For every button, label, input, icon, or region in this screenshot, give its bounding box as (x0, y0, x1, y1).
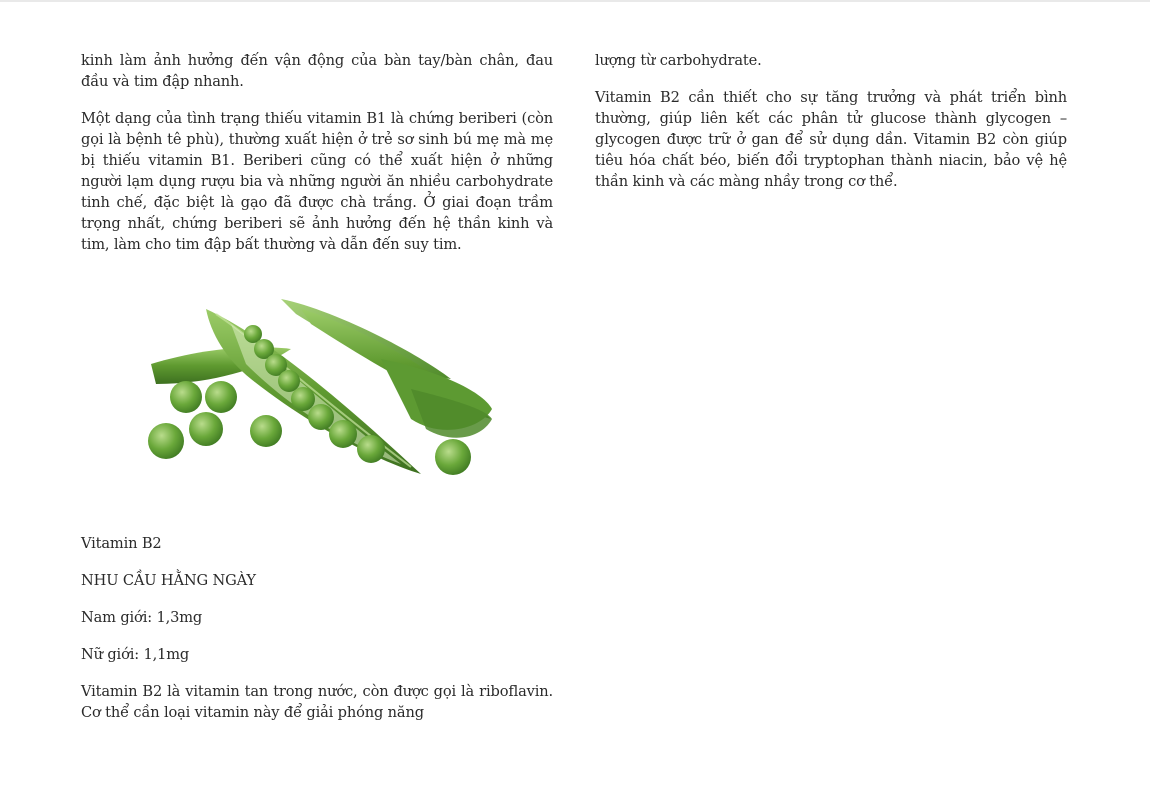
pea-pod-open (206, 309, 421, 474)
peas-image (81, 269, 553, 505)
paragraph-carbohydrate-continuation: lượng từ carbohydrate. (595, 52, 762, 69)
paragraph-riboflavin: Vitamin B2 là vitamin tan trong nước, còn được gọi là riboflavin. Cơ thể cần loại vitamin này để giải phóng năng (81, 683, 553, 721)
female-requirement: Nữ giới: 1,1mg (81, 646, 190, 663)
vitamin-b2-heading: Vitamin B2 (81, 535, 162, 552)
daily-needs-subheading: NHU CẦU HẰNG NGÀY (81, 572, 256, 589)
paragraph-continuation: kinh làm ảnh hưởng đến vận động của bàn tay/bàn chân, đau đầu và tim đập nhanh. (81, 52, 553, 90)
paragraph-b2-functions: Vitamin B2 cần thiết cho sự tăng trưởng và phát triển bình thường, giúp liên kết các phân tử glucose thành glycogen – glycogen được trữ ở gan để sử dụng dần. Vitamin B2 còn giúp tiêu hóa chất béo, biến đổi tryptophan thành niacin, bảo vệ hệ thần kinh và các màng nhầy trong cơ thể. (595, 89, 1067, 190)
male-requirement: Nam giới: 1,3mg (81, 609, 203, 626)
paragraph-beriberi: Một dạng của tình trạng thiếu vitamin B1 là chứng beriberi (còn gọi là bệnh tê phù), thường xuất hiện ở trẻ sơ sinh bú mẹ mà mẹ bị thiếu vitamin B1. Beriberi cũng có thể xuất hiện ở những người lạm dụng rượu bia và những người ăn nhiều carbohydrate tinh chế, đặc biệt là gạo đã được chà trắng. Ở giai đoạn trầm trọng nhất, chứng beriberi sẽ ảnh hưởng đến hệ thần kinh và tim, làm cho tim đập bất thường và dẫn đến suy tim. (81, 110, 553, 253)
right-column (595, 50, 1067, 208)
left-column (81, 50, 553, 739)
top-border (0, 0, 1150, 2)
